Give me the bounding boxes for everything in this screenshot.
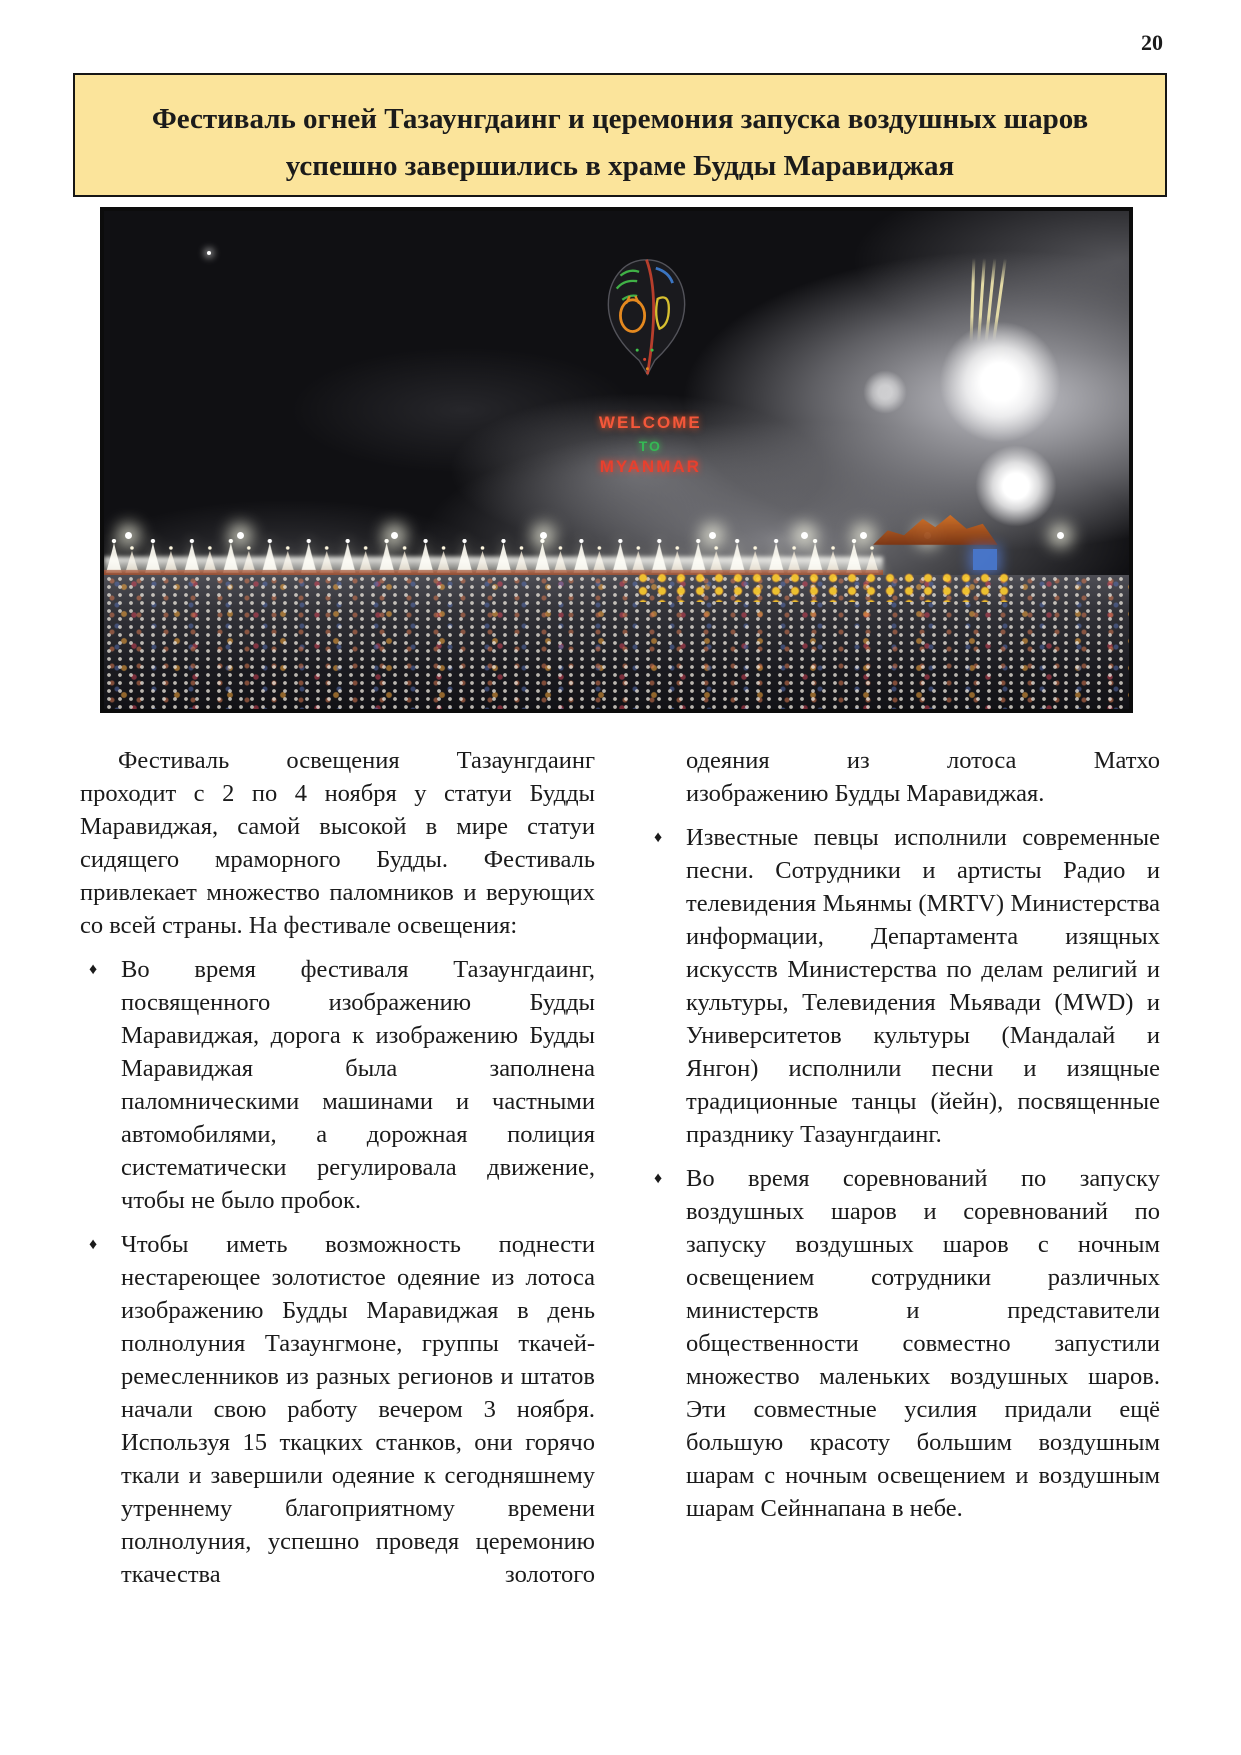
- welcome-sign-line1: WELCOME: [598, 413, 702, 433]
- page-number: 20: [1141, 30, 1163, 55]
- bullet-text: Чтобы иметь возможность поднести нестареющее золотистое одеяние из лотоса изображению Будды Маравиджая в день полнолуния Тазаунгмоне, группы ткачей-ремесленников из разных регионов и штатов начали свою работу вечером 3 ноября. Используя 15 ткацких станков, они горячо ткали и завершили одеяние к сегодняшнему утреннему благоприятному времени полнолуния, успешно проведя церемонию ткачества золотого: [121, 1231, 595, 1588]
- article-title-line-2: успешно завершились в храме Будды Маравиджая: [285, 150, 955, 182]
- bullet-text: Во время соревнований по запуску воздушных шаров и соревнований по запуску воздушных шаров с ночным освещением сотрудники различных министерств и представители общественности совместно запустили множество маленьких воздушных шаров. Эти совместные усилия придали ещё большую красоту большим воздушным шарам с ночным освещением и воздушным шарам Сейннапана в небе.: [686, 1165, 1160, 1522]
- street-lamp-glow: [540, 532, 547, 539]
- hot-air-balloon-graphic: [598, 257, 695, 378]
- bullet-diamond-icon: ♦: [654, 1170, 663, 1187]
- bullet-item: [80, 1228, 595, 1591]
- street-lamp-glow: [709, 532, 716, 539]
- bullet-item: [645, 1162, 1160, 1525]
- continuation-line: изображению Будды Маравиджая.: [686, 780, 1045, 807]
- continuation-paragraph: [645, 744, 1160, 810]
- intro-paragraph: Фестиваль освещения Тазаунгдаинг проходит с 2 по 4 ноября у статуи Будды Маравиджая, самой высокой в мире статуи сидящего мраморного Будды. Фестиваль привлекает множество паломников и верующих со всей страны. На фестивале освещения:: [80, 747, 595, 939]
- welcome-sign: [599, 413, 702, 477]
- bullet-text: Во время фестиваля Тазаунгдаинг, посвященного изображению Будды Маравиджая, дорога к изображению Будды Маравиджая была заполнена паломническими машинами и частными автомобилями, а дорожная полиция систематически регулировала движение, чтобы не было пробок.: [121, 956, 595, 1214]
- article-body: [80, 744, 1160, 1602]
- floodlight-glow-large: [939, 321, 1061, 443]
- yellow-lanterns-graphic: [637, 572, 1011, 602]
- left-column: [80, 744, 595, 1602]
- stage-screen-graphic: [973, 549, 997, 570]
- right-column: [645, 744, 1160, 1602]
- bullet-diamond-icon: ♦: [89, 961, 98, 978]
- bullet-item: [645, 821, 1160, 1151]
- article-title-line-1: Фестиваль огней Тазаунгдаинг и церемония запуска воздушных шаров: [151, 103, 1089, 135]
- floodlight-glow-medium: [975, 445, 1057, 527]
- street-lamp-glow: [125, 532, 132, 539]
- welcome-sign-line2: TO: [638, 438, 662, 455]
- bullet-diamond-icon: ♦: [89, 1236, 98, 1253]
- welcome-sign-line3: MYANMAR: [599, 457, 701, 477]
- bullet-diamond-icon: ♦: [654, 829, 663, 846]
- title-banner: [73, 73, 1167, 197]
- floodlight-glow-small: [863, 370, 907, 414]
- star-dot: [207, 251, 211, 255]
- bullet-item: [80, 953, 595, 1217]
- bullet-text: Известные певцы исполнили современные песни. Сотрудники и артисты Радио и телевидения Мьянмы (MRTV) Министерства информации, Департамента изящных искусств Министерства по делам религий и культуры, Телевидения Мьявади (MWD) и Университетов культуры (Мандалай и Янгон) исполнили песни и изящные традиционные танцы (йейн), посвященные празднику Тазаунгдаинг.: [686, 824, 1160, 1148]
- continuation-line: одеяния из лотоса Матхо: [686, 747, 1160, 774]
- festival-night-photo: [100, 207, 1133, 713]
